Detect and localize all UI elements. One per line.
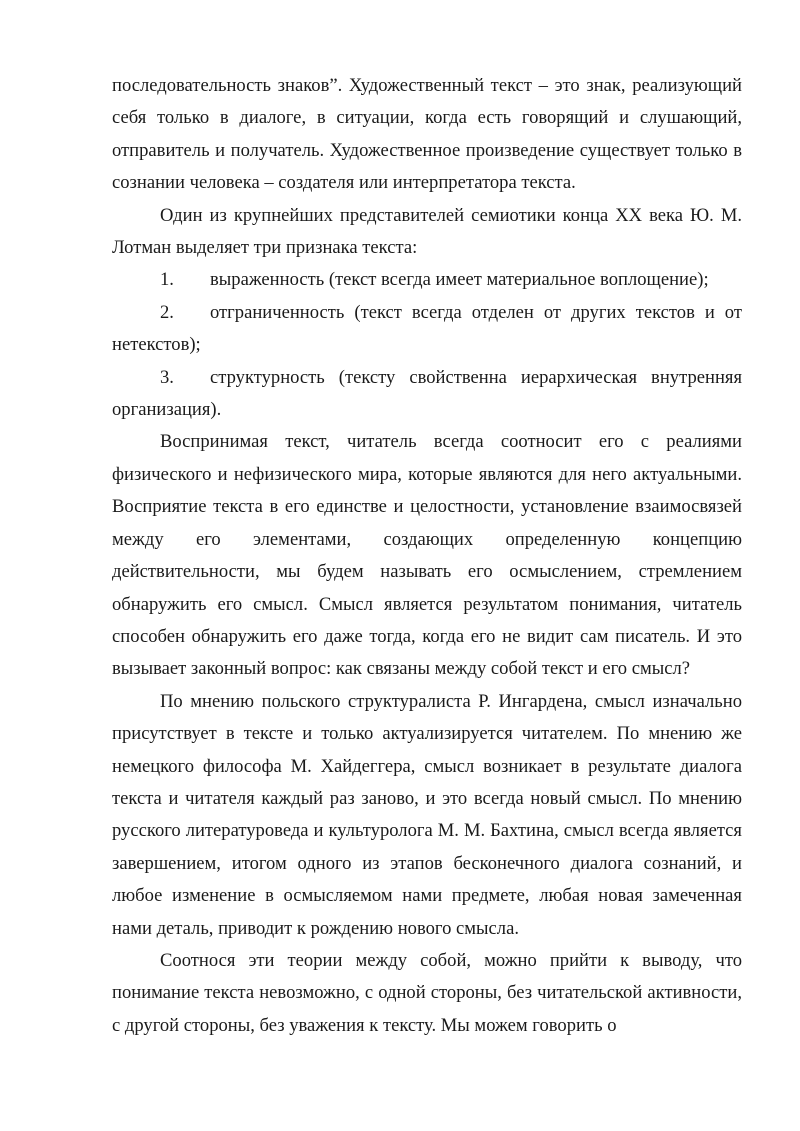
- list-item-1: [112, 264, 742, 296]
- paragraph-continuation: последовательность знаков”. Художественный текст – это знак, реализующий себя только в диалоге, в ситуации, когда есть говорящий и слушающий, отправитель и получатель. Художественное произведение существует только в сознании человека – создателя или интерпретатора текста.: [112, 75, 742, 194]
- list-item-text: отграниченность (текст всегда отделен от других текстов и от нетекстов);: [112, 301, 742, 356]
- paragraph-perception: Воспринимая текст, читатель всегда соотносит его с реалиями физического и нефизического мира, которые являются для него актуальными. Восприятие текста в его единстве и целостности, установление взаимосвязей между его элементами, создающих определенную концепцию действительности, мы будем называть его осмыслением, стремлением обнаружить его смысл. Смысл является результатом понимания, читатель способен обнаружить его даже тогда, когда его не видит сам писатель. И это вызывает законный вопрос: как связаны между собой текст и его смысл?: [112, 431, 742, 680]
- list-number: 1.: [160, 269, 174, 291]
- list-item-3: [112, 362, 742, 427]
- paragraph-conclusion: Соотнося эти теории между собой, можно прийти к выводу, что понимание текста невозможно, с одной стороны, без читательской активности, с другой стороны, без уважения к тексту. Мы можем говорить о: [112, 949, 742, 1036]
- paragraph-theories: По мнению польского структуралиста Р. Ингардена, смысл изначально присутствует в тексте и только актуализируется читателем. По мнению же немецкого философа М. Хайдеггера, смысл возникает в результате диалога текста и читателя каждый раз заново, и это всегда новый смысл. По мнению русского литературоведа и культуролога М. М. Бахтина, смысл всегда является завершением, итогом одного из этапов бесконечного диалога сознаний, и любое изменение в осмысляемом нами предмете, любая новая замеченная нами деталь, приводит к рождению нового смысла.: [112, 690, 742, 939]
- list-number: 3.: [160, 366, 174, 388]
- list-item-text: структурность (тексту свойственна иерархическая внутренняя организация).: [112, 366, 742, 421]
- list-number: 2.: [160, 301, 174, 323]
- list-item-text: выраженность (текст всегда имеет материальное воплощение);: [210, 269, 709, 291]
- list-item-2: [112, 297, 742, 362]
- document-body: [112, 70, 742, 1042]
- paragraph-lotman-intro: Один из крупнейших представителей семиотики конца ХХ века Ю. М. Лотман выделяет три признака текста:: [112, 204, 742, 259]
